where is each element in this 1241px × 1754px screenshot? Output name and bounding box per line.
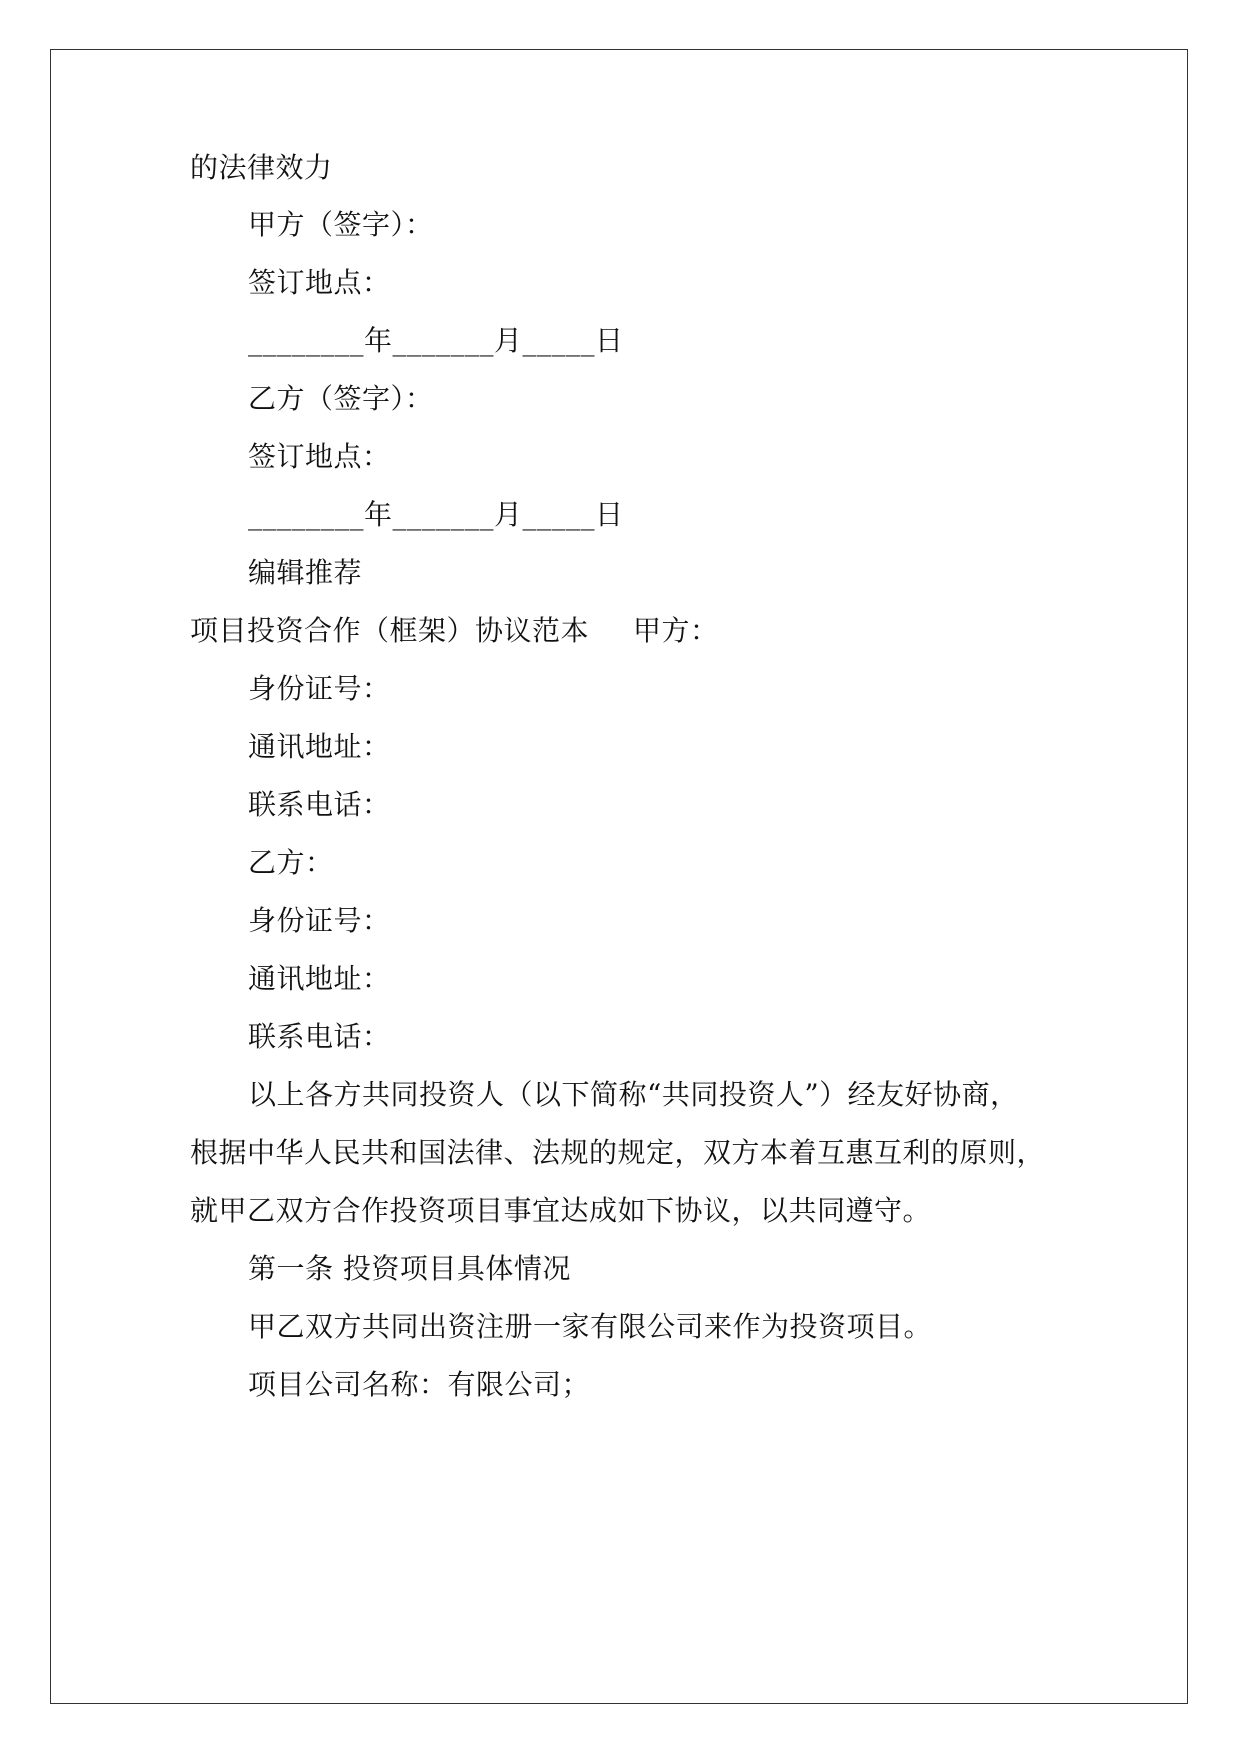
date-blank-line: ________年_______月_____日 bbox=[248, 498, 624, 531]
article-one-heading: 第一条 投资项目具体情况 bbox=[248, 1252, 571, 1285]
id-number-line: 身份证号： bbox=[248, 904, 391, 937]
date-blank-line: ________年_______月_____日 bbox=[248, 324, 624, 357]
page-border bbox=[50, 49, 1188, 1704]
project-company-name-line: 项目公司名称：有限公司； bbox=[248, 1368, 591, 1401]
phone-line: 联系电话： bbox=[248, 1020, 391, 1053]
address-line: 通讯地址： bbox=[248, 962, 391, 995]
id-number-line: 身份证号： bbox=[248, 672, 391, 705]
editor-recommendation-heading: 编辑推荐 bbox=[248, 556, 363, 589]
party-b-label: 乙方： bbox=[248, 846, 334, 879]
preamble-paragraph-line: 根据中华人民共和国法律、法规的规定，双方本着互惠互利的原则， bbox=[190, 1136, 1046, 1169]
party-a-signature-line: 甲方（签字）： bbox=[248, 208, 434, 241]
address-line: 通讯地址： bbox=[248, 730, 391, 763]
document-title-line bbox=[190, 611, 719, 651]
party-b-signature-line: 乙方（签字）： bbox=[248, 382, 434, 415]
party-a-label: 甲方： bbox=[633, 614, 719, 647]
signing-place-line: 签订地点： bbox=[248, 266, 391, 299]
phone-line: 联系电话： bbox=[248, 788, 391, 821]
signing-place-line: 签订地点： bbox=[248, 440, 391, 473]
article-one-paragraph: 甲乙双方共同出资注册一家有限公司来作为投资项目。 bbox=[248, 1310, 933, 1343]
text-line: 的法律效力 bbox=[190, 151, 333, 184]
document-body bbox=[51, 50, 1187, 1703]
document-title: 项目投资合作（框架）协议范本 bbox=[190, 614, 590, 647]
preamble-paragraph-line: 就甲乙双方合作投资项目事宜达成如下协议，以共同遵守。 bbox=[190, 1194, 932, 1227]
preamble-paragraph-line: 以上各方共同投资人（以下简称“共同投资人”）经友好协商， bbox=[248, 1078, 1019, 1111]
